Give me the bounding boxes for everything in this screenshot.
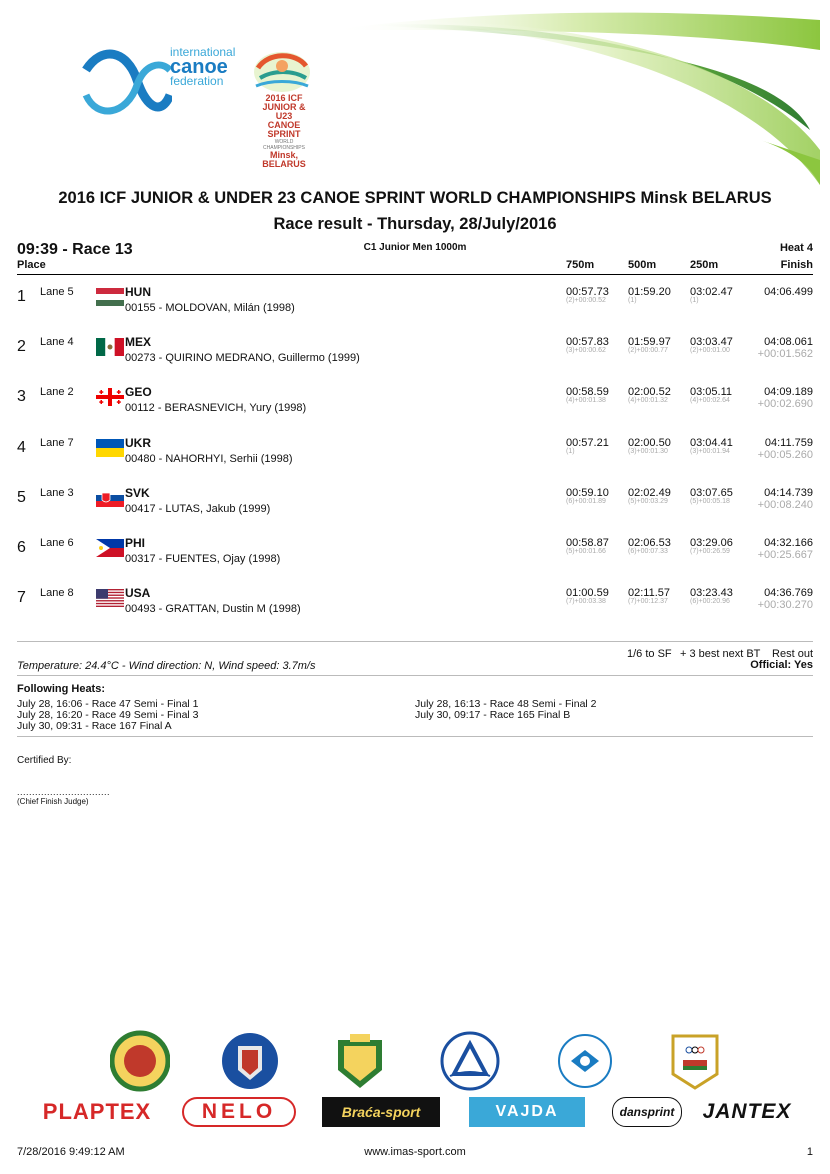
result-lane: Lane 5 — [40, 286, 74, 298]
finish-gap: +00:08.240 — [757, 498, 813, 511]
split-250m-rank: (1) — [690, 297, 699, 304]
split-500m-rank: (3)+00:01.30 — [628, 447, 668, 455]
following-heat-item: July 30, 09:17 - Race 165 Final B — [415, 709, 571, 721]
country-flag-icon — [96, 439, 124, 457]
event-logo-line3: CANOE SPRINT — [267, 120, 301, 139]
column-header-finish: Finish — [780, 259, 813, 271]
country-flag-icon — [96, 489, 124, 507]
finish-gap: +00:30.270 — [757, 599, 813, 612]
split-750m — [566, 386, 609, 404]
sponsor-logo: NELO — [182, 1097, 296, 1127]
finish-time: 04:11.759 — [764, 436, 813, 449]
result-country: SVK — [125, 485, 150, 500]
following-heat-item: July 28, 16:13 - Race 48 Semi - Final 2 — [415, 698, 597, 710]
split-750m-rank: (6)+00:01.89 — [566, 497, 606, 505]
result-country: USA — [125, 586, 151, 601]
split-500m — [628, 587, 670, 605]
split-500m-time: 02:00.50 — [628, 436, 671, 449]
result-athlete: 00493 - GRATTAN, Dustin M (1998) — [125, 603, 301, 616]
split-500m-time: 02:06.53 — [628, 537, 671, 549]
sponsor-logo: Braća-sport — [322, 1097, 440, 1127]
split-750m — [566, 487, 609, 505]
split-750m-rank: (5)+00:01.66 — [566, 548, 606, 555]
result-country: MEX — [125, 335, 152, 350]
split-250m — [690, 437, 733, 455]
split-500m-rank: (4)+00:01.32 — [628, 397, 668, 405]
event-logo-line4: WORLD CHAMPIONSHIPS — [263, 139, 305, 151]
result-country: GEO — [125, 385, 152, 400]
split-250m — [690, 487, 733, 505]
icf-logo-line2: canoe — [170, 56, 228, 78]
split-250m-time: 03:05.11 — [690, 386, 733, 399]
weather-divider — [17, 675, 813, 676]
result-place: 5 — [17, 488, 26, 506]
emblem-badge-1-icon — [110, 1030, 170, 1092]
result-country: HUN — [125, 285, 151, 299]
split-250m-time: 03:03.47 — [690, 336, 733, 349]
finish-time: 04:08.061 — [764, 336, 813, 349]
race-time-number: 09:39 - Race 13 — [17, 241, 133, 258]
result-place: 3 — [17, 388, 26, 406]
result-athlete: 00317 - FUENTES, Ojay (1998) — [125, 553, 281, 565]
heat-label: Heat 4 — [779, 242, 813, 254]
qualification-rule-1: 1/6 to SF — [627, 648, 672, 660]
header-divider — [17, 274, 813, 275]
split-500m-rank: (2)+00:00.77 — [628, 347, 668, 355]
icf-logo-line1: international — [170, 45, 236, 59]
result-row — [0, 280, 830, 330]
official-status: Official: Yes — [750, 659, 813, 671]
result-row — [0, 380, 830, 430]
weather-info: Temperature: 24.4°C - Wind direction: N, Wind speed: 3.7m/s — [17, 660, 316, 672]
emblem-badge-6-icon — [665, 1030, 725, 1092]
split-500m — [628, 437, 671, 455]
results-divider — [17, 641, 813, 642]
split-500m — [628, 286, 671, 304]
result-place: 6 — [17, 539, 26, 556]
finish-time: 04:32.166 — [764, 537, 813, 549]
finish-cell — [764, 286, 813, 298]
result-row — [0, 431, 830, 481]
sponsor-logo: JANTEX — [702, 1100, 792, 1123]
column-header-250m: 250m — [690, 259, 719, 271]
finish-time: 04:36.769 — [764, 587, 813, 600]
split-750m — [566, 537, 609, 555]
split-250m-rank: (4)+00:02.64 — [690, 397, 730, 405]
split-250m-time: 03:04.41 — [690, 436, 733, 449]
sponsor-logo: VAJDA — [469, 1097, 585, 1127]
split-250m — [690, 587, 733, 605]
finish-cell — [758, 336, 813, 360]
result-place: 7 — [17, 589, 26, 607]
finish-cell — [758, 537, 813, 561]
result-lane: Lane 7 — [40, 436, 74, 449]
result-row — [0, 330, 830, 380]
result-athlete: 00273 - QUIRINO MEDRANO, Guillermo (1999) — [125, 352, 360, 365]
finish-time: 04:06.499 — [764, 286, 813, 298]
split-500m-rank: (6)+00:07.33 — [628, 548, 668, 555]
event-logo-line5: Minsk, BELARUS — [262, 150, 306, 169]
event-logo-line1: 2016 ICF — [265, 93, 303, 103]
column-header-750m: 750m — [566, 259, 595, 271]
split-750m-time: 00:58.87 — [566, 537, 609, 549]
finish-time: 04:14.739 — [764, 486, 813, 499]
split-250m-time: 03:02.47 — [690, 286, 733, 298]
result-place: 4 — [17, 438, 26, 456]
sponsor-logo: dansprint — [612, 1097, 682, 1127]
finish-gap: +00:02.690 — [757, 398, 813, 411]
following-divider — [17, 736, 813, 737]
split-500m-time: 01:59.20 — [628, 286, 671, 298]
split-750m-time: 00:59.10 — [566, 486, 609, 499]
split-250m — [690, 386, 732, 404]
column-header-500m: 500m — [628, 259, 657, 271]
finish-time: 04:09.189 — [764, 386, 813, 399]
split-250m — [690, 286, 733, 304]
split-750m-time: 00:57.83 — [566, 336, 609, 349]
result-lane: Lane 2 — [40, 386, 74, 399]
split-500m — [628, 386, 671, 404]
result-row — [0, 531, 830, 581]
split-500m-time: 01:59.97 — [628, 336, 671, 349]
result-row — [0, 581, 830, 631]
country-flag-icon — [96, 388, 124, 406]
emblem-badge-4-icon — [440, 1030, 500, 1092]
split-750m-time: 00:57.21 — [566, 436, 609, 449]
split-250m-rank: (3)+00:01.94 — [690, 447, 730, 455]
split-750m-rank: (3)+00:00.62 — [566, 347, 606, 355]
split-500m-time: 02:02.49 — [628, 486, 671, 499]
country-flag-icon — [96, 338, 124, 356]
result-country: PHI — [125, 536, 146, 550]
finish-cell — [758, 437, 813, 461]
sponsor-logo: PLAPTEX — [42, 1099, 152, 1124]
finish-cell — [758, 587, 813, 611]
split-750m-rank: (1) — [566, 447, 575, 455]
split-500m — [628, 336, 671, 354]
footer-print-date: 7/28/2016 9:49:12 AM — [17, 1146, 125, 1158]
result-athlete: 00417 - LUTAS, Jakub (1999) — [125, 502, 271, 515]
event-name: C1 Junior Men 1000m — [363, 242, 467, 253]
result-lane: Lane 4 — [40, 336, 74, 349]
result-athlete: 00480 - NAHORHYI, Serhii (1998) — [125, 452, 293, 465]
finish-cell — [758, 386, 813, 410]
page-title: 2016 ICF JUNIOR & UNDER 23 CANOE SPRINT WORLD CHAMPIONSHIPS Minsk BELARUS — [58, 189, 772, 207]
column-header-place: Place — [17, 259, 46, 271]
split-500m-rank: (7)+00:12.37 — [628, 598, 668, 606]
split-250m-time: 03:29.06 — [690, 537, 733, 549]
split-500m-rank: (5)+00:03.29 — [628, 497, 668, 505]
icf-logo — [82, 40, 236, 125]
split-750m — [566, 336, 609, 354]
qualification-rule-2: + 3 best next BT — [680, 648, 761, 660]
icf-logo-line3: federation — [170, 74, 224, 88]
split-250m-rank: (6)+00:20.96 — [690, 598, 730, 606]
split-750m-rank: (4)+00:01.38 — [566, 397, 606, 405]
following-heats-title: Following Heats: — [17, 683, 105, 695]
split-250m-time: 03:23.43 — [690, 587, 733, 600]
footer-url: www.imas-sport.com — [364, 1146, 466, 1158]
split-750m-rank: (7)+00:03.38 — [566, 598, 606, 606]
certified-by-label: Certified By: — [17, 755, 72, 766]
page-subtitle: Race result - Thursday, 28/July/2016 — [273, 215, 557, 233]
result-place: 1 — [17, 288, 26, 305]
split-750m-time: 00:57.73 — [566, 286, 609, 298]
split-500m-time: 02:11.57 — [628, 587, 671, 600]
result-lane: Lane 6 — [40, 537, 74, 549]
footer-page-number: 1 — [806, 1146, 813, 1158]
result-country: UKR — [125, 435, 151, 450]
result-athlete: 00155 - MOLDOVAN, Milán (1998) — [125, 302, 295, 314]
split-250m — [690, 537, 733, 555]
split-750m-time: 01:00.59 — [566, 587, 609, 600]
split-750m — [566, 587, 609, 605]
following-heat-item: July 28, 16:20 - Race 49 Semi - Final 3 — [17, 709, 199, 721]
split-500m — [628, 537, 671, 555]
result-row — [0, 481, 830, 531]
qualification-rule-3: Rest out — [772, 648, 813, 660]
split-250m — [690, 336, 733, 354]
following-heat-item: July 28, 16:06 - Race 47 Semi - Final 1 — [17, 698, 199, 710]
result-lane: Lane 8 — [40, 587, 74, 600]
split-250m-rank: (2)+00:01.00 — [690, 347, 730, 355]
split-750m-time: 00:58.59 — [566, 386, 609, 399]
country-flag-icon — [96, 288, 124, 306]
split-250m-time: 03:07.65 — [690, 486, 733, 499]
country-flag-icon — [96, 589, 124, 607]
finish-gap: +00:25.667 — [757, 549, 813, 561]
finish-gap: +00:01.562 — [757, 348, 813, 361]
result-place: 2 — [17, 338, 26, 356]
signature-line: ............................... — [17, 787, 111, 797]
following-heat-item: July 30, 09:31 - Race 167 Final A — [17, 720, 172, 732]
emblem-badge-3-icon — [330, 1030, 390, 1092]
split-500m-rank: (1) — [628, 297, 637, 304]
split-250m-rank: (5)+00:05.18 — [690, 497, 730, 505]
split-750m — [566, 286, 609, 304]
split-500m — [628, 487, 671, 505]
event-logo — [248, 48, 316, 169]
split-750m-rank: (2)+00:00.52 — [566, 297, 606, 304]
finish-gap: +00:05.260 — [757, 448, 813, 461]
event-logo-line2: JUNIOR & U23 — [262, 102, 306, 121]
split-500m-time: 02:00.52 — [628, 386, 671, 399]
split-250m-rank: (7)+00:26.59 — [690, 548, 730, 555]
finish-cell — [758, 487, 813, 511]
emblem-badge-2-icon — [220, 1030, 280, 1092]
result-athlete: 00112 - BERASNEVICH, Yury (1998) — [125, 402, 307, 415]
split-750m — [566, 437, 609, 455]
emblem-badge-5-icon — [555, 1030, 615, 1092]
result-lane: Lane 3 — [40, 486, 74, 499]
chief-finish-judge-label: (Chief Finish Judge) — [17, 797, 89, 806]
country-flag-icon — [96, 539, 124, 557]
